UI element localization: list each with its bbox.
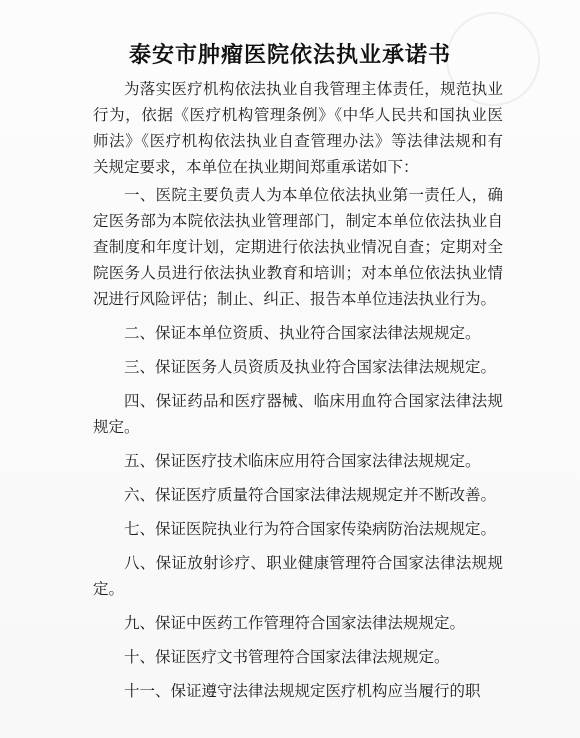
commitment-item-10: 十、保证医疗文书管理符合国家法律法规规定。 [124, 648, 450, 666]
commitment-item-3: 三、保证医务人员资质及执业符合国家法律法规规定。 [124, 358, 497, 376]
commitment-item-7: 七、保证医院执业行为符合国家传染病防治法规规定。 [124, 520, 497, 538]
commitment-item-1: 一、医院主要负责人为本单位依法执业第一责任人，确定医务部为本院依法执业管理部门，制定本单位依法执业自查制度和年度计划，定期进行依法执业情况自查；定期对全院医务人员进行依法执业教育和培训；对本单位依法执业情况进行风险评估；制止、纠正、报告本单位违法执业行为。 [93, 186, 503, 308]
intro-paragraph: 为落实医疗机构依法执业自我管理主体责任，规范执业行为，依据《医疗机构管理条例》《中华人民共和国执业医师法》《医疗机构依法执业自查管理办法》等法律法规和有关规定要求，本单位在执业期间郑重承诺如下： [93, 80, 503, 176]
commitment-item-11: 十一、保证遵守法律法规规定医疗机构应当履行的职 [124, 682, 481, 700]
commitment-item-2: 二、保证本单位资质、执业符合国家法律法规规定。 [124, 324, 481, 342]
document-body [93, 76, 503, 704]
commitment-item-6: 六、保证医疗质量符合国家法律法规规定并不断改善。 [124, 486, 497, 504]
commitment-item-5: 五、保证医疗技术临床应用符合国家法律法规规定。 [124, 452, 481, 470]
document-title: 泰安市肿瘤医院依法执业承诺书 [128, 43, 451, 68]
commitment-item-9: 九、保证中医药工作管理符合国家法律法规规定。 [124, 614, 466, 632]
commitment-item-4: 四、保证药品和医疗器械、临床用血符合国家法律法规规定。 [93, 392, 503, 436]
commitment-item-8: 八、保证放射诊疗、职业健康管理符合国家法律法规规定。 [93, 554, 503, 598]
